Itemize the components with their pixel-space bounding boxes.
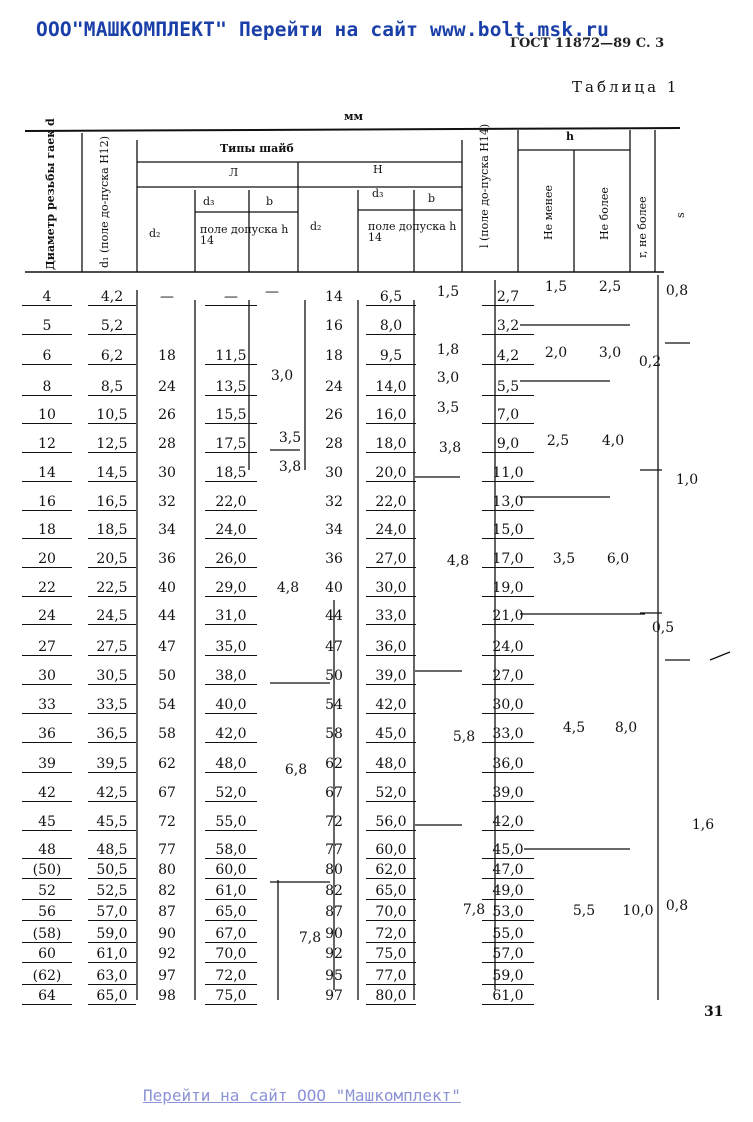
cell-d: 16 bbox=[22, 494, 72, 511]
cell-l-d2: 82 bbox=[158, 883, 176, 899]
cell-d: 24 bbox=[22, 608, 72, 625]
cell-d: 64 bbox=[22, 988, 72, 1005]
cell-d: (58) bbox=[22, 926, 72, 943]
cell-n-d3: 39,0 bbox=[366, 668, 416, 685]
cell-d1: 4,2 bbox=[88, 289, 136, 306]
cell-d: 30 bbox=[22, 668, 72, 685]
cell-h-max: 2,5 bbox=[598, 279, 622, 295]
cell-l: 61,0 bbox=[482, 988, 534, 1005]
cell-l-d2: 36 bbox=[158, 551, 176, 567]
cell-l-b: — bbox=[265, 284, 279, 300]
cell-n-d3: 8,0 bbox=[366, 318, 416, 335]
cell-n-d2: 58 bbox=[325, 726, 343, 742]
cell-n-d3: 56,0 bbox=[366, 814, 416, 831]
cell-l-d3: 11,5 bbox=[205, 348, 257, 365]
cell-l: 59,0 bbox=[482, 968, 534, 985]
header-h-max: Не более bbox=[598, 187, 611, 240]
cell-l-d3: 67,0 bbox=[205, 926, 257, 943]
page-number: 31 bbox=[704, 1004, 724, 1020]
cell-d1: 20,5 bbox=[88, 551, 136, 568]
cell-l: 2,7 bbox=[482, 289, 534, 306]
cell-n-d3: 45,0 bbox=[366, 726, 416, 743]
cell-d: 6 bbox=[22, 348, 72, 365]
cell-l: 45,0 bbox=[482, 842, 534, 859]
cell-n-d2: 62 bbox=[325, 756, 343, 772]
cell-d: (50) bbox=[22, 862, 72, 879]
cell-l-d3: 38,0 bbox=[205, 668, 257, 685]
footer-site-link[interactable]: Перейти на сайт ООО "Машкомплект" bbox=[143, 1086, 461, 1105]
cell-d1: 36,5 bbox=[88, 726, 136, 743]
cell-l: 55,0 bbox=[482, 926, 534, 943]
cell-l-d2: 40 bbox=[158, 580, 176, 596]
cell-h-min: 5,5 bbox=[572, 903, 596, 919]
cell-d: 27 bbox=[22, 639, 72, 656]
cell-n-d2: 24 bbox=[325, 379, 343, 395]
cell-l: 7,0 bbox=[482, 407, 534, 424]
cell-d1: 8,5 bbox=[88, 379, 136, 396]
cell-l-d2: 32 bbox=[158, 494, 176, 510]
cell-n-d2: 34 bbox=[325, 522, 343, 538]
cell-l: 4,2 bbox=[482, 348, 534, 365]
cell-n-d3: 80,0 bbox=[366, 988, 416, 1005]
cell-l: 11,0 bbox=[482, 465, 534, 482]
cell-n-d3: 60,0 bbox=[366, 842, 416, 859]
cell-l-d2: 87 bbox=[158, 904, 176, 920]
cell-h-max: 10,0 bbox=[622, 903, 654, 919]
cell-l-d2: — bbox=[160, 289, 174, 305]
cell-d1: 27,5 bbox=[88, 639, 136, 656]
cell-l-d3: 13,5 bbox=[205, 379, 257, 396]
header-L-d3: d₃ bbox=[203, 195, 215, 208]
cell-d: 52 bbox=[22, 883, 72, 900]
cell-n-d2: 82 bbox=[325, 883, 343, 899]
cell-d1: 6,2 bbox=[88, 348, 136, 365]
cell-l-d2: 90 bbox=[158, 926, 176, 942]
cell-d1: 65,0 bbox=[88, 988, 136, 1005]
cell-l-d2: 26 bbox=[158, 407, 176, 423]
header-r: r, не более bbox=[636, 196, 649, 258]
cell-l-d2: 72 bbox=[158, 814, 176, 830]
cell-n-d3: 24,0 bbox=[366, 522, 416, 539]
header-N-b: b bbox=[428, 192, 436, 205]
cell-n-d2: 72 bbox=[325, 814, 343, 830]
cell-d1: 12,5 bbox=[88, 436, 136, 453]
header-L-d2: d₂ bbox=[149, 227, 161, 240]
cell-d1: 10,5 bbox=[88, 407, 136, 424]
cell-l-d3: 22,0 bbox=[205, 494, 257, 511]
cell-d: 14 bbox=[22, 465, 72, 482]
cell-l-b: 3,0 bbox=[270, 368, 294, 384]
cell-n-d2: 47 bbox=[325, 639, 343, 655]
cell-n-d2: 28 bbox=[325, 436, 343, 452]
cell-l: 57,0 bbox=[482, 946, 534, 963]
cell-n-d2: 14 bbox=[325, 289, 343, 305]
site-banner-link[interactable]: ООО"МАШКОМПЛЕКТ" Перейти на сайт www.bolt.msk.ru bbox=[36, 18, 610, 41]
header-type-N: Н bbox=[373, 163, 383, 176]
cell-l: 49,0 bbox=[482, 883, 534, 900]
cell-s: 1,6 bbox=[691, 817, 715, 833]
cell-l: 17,0 bbox=[482, 551, 534, 568]
header-type-L: Л bbox=[229, 166, 239, 179]
cell-n-d2: 40 bbox=[325, 580, 343, 596]
cell-l-b: 7,8 bbox=[298, 930, 322, 946]
cell-l-d3: 18,5 bbox=[205, 465, 257, 482]
cell-d: 45 bbox=[22, 814, 72, 831]
cell-n-b: 7,8 bbox=[462, 902, 486, 918]
cell-n-d3: 77,0 bbox=[366, 968, 416, 985]
cell-l: 9,0 bbox=[482, 436, 534, 453]
gost-reference: ГОСТ 11872—89 С. 3 bbox=[510, 36, 665, 51]
units-label: мм bbox=[344, 110, 364, 123]
cell-l-d3: 29,0 bbox=[205, 580, 257, 597]
header-N-d3: d₃ bbox=[372, 187, 384, 200]
table-title: Таблица 1 bbox=[572, 78, 680, 96]
header-N-d2: d₂ bbox=[310, 220, 322, 233]
cell-l-d2: 28 bbox=[158, 436, 176, 452]
cell-h-min: 2,5 bbox=[546, 433, 570, 449]
header-l: l (поле до-пуска H14) bbox=[478, 123, 491, 248]
cell-l-b: 3,5 bbox=[278, 430, 302, 446]
header-d1: d₁ (поле до-пуска H12) bbox=[98, 135, 111, 268]
cell-d: 60 bbox=[22, 946, 72, 963]
cell-n-d2: 67 bbox=[325, 785, 343, 801]
cell-r: 0,5 bbox=[651, 620, 675, 636]
cell-d1: 18,5 bbox=[88, 522, 136, 539]
cell-l-d2: 80 bbox=[158, 862, 176, 878]
cell-d1: 22,5 bbox=[88, 580, 136, 597]
cell-n-d3: 65,0 bbox=[366, 883, 416, 900]
cell-n-d2: 87 bbox=[325, 904, 343, 920]
cell-l-d3: 70,0 bbox=[205, 946, 257, 963]
cell-l-d3: 72,0 bbox=[205, 968, 257, 985]
cell-n-b: 1,5 bbox=[436, 284, 460, 300]
cell-n-d3: 16,0 bbox=[366, 407, 416, 424]
cell-d1: 52,5 bbox=[88, 883, 136, 900]
cell-n-d2: 54 bbox=[325, 697, 343, 713]
cell-l-d3: 17,5 bbox=[205, 436, 257, 453]
cell-n-d2: 90 bbox=[325, 926, 343, 942]
cell-h-min: 3,5 bbox=[552, 551, 576, 567]
cell-l-d3: 24,0 bbox=[205, 522, 257, 539]
cell-l-d2: 30 bbox=[158, 465, 176, 481]
cell-n-d2: 44 bbox=[325, 608, 343, 624]
cell-n-d2: 32 bbox=[325, 494, 343, 510]
cell-d: 33 bbox=[22, 697, 72, 714]
header-L-tolerance: поле допуска h 14 bbox=[200, 223, 289, 247]
cell-l-d3: 58,0 bbox=[205, 842, 257, 859]
cell-l-d2: 92 bbox=[158, 946, 176, 962]
cell-l-d2: 67 bbox=[158, 785, 176, 801]
cell-d1: 63,0 bbox=[88, 968, 136, 985]
header-h: h bbox=[566, 130, 574, 143]
header-washer-types: Типы шайб bbox=[220, 142, 294, 155]
cell-l: 5,5 bbox=[482, 379, 534, 396]
cell-n-d3: 9,5 bbox=[366, 348, 416, 365]
cell-l-d2: 24 bbox=[158, 379, 176, 395]
cell-l-d2: 18 bbox=[158, 348, 176, 364]
cell-d: 36 bbox=[22, 726, 72, 743]
cell-n-d2: 26 bbox=[325, 407, 343, 423]
cell-n-d3: 6,5 bbox=[366, 289, 416, 306]
cell-l: 27,0 bbox=[482, 668, 534, 685]
cell-d1: 24,5 bbox=[88, 608, 136, 625]
cell-n-d3: 27,0 bbox=[366, 551, 416, 568]
cell-l-d2: 50 bbox=[158, 668, 176, 684]
cell-h-max: 6,0 bbox=[606, 551, 630, 567]
header-L-b: b bbox=[266, 195, 274, 208]
cell-n-d2: 80 bbox=[325, 862, 343, 878]
cell-l: 3,2 bbox=[482, 318, 534, 335]
cell-r: 0,2 bbox=[638, 354, 662, 370]
cell-d1: 14,5 bbox=[88, 465, 136, 482]
cell-d1: 59,0 bbox=[88, 926, 136, 943]
cell-h-min: 4,5 bbox=[562, 720, 586, 736]
cell-n-d3: 30,0 bbox=[366, 580, 416, 597]
cell-d1: 57,0 bbox=[88, 904, 136, 921]
cell-l-d3: 52,0 bbox=[205, 785, 257, 802]
cell-d1: 42,5 bbox=[88, 785, 136, 802]
cell-l-d2: 97 bbox=[158, 968, 176, 984]
cell-n-d3: 36,0 bbox=[366, 639, 416, 656]
cell-d1: 5,2 bbox=[88, 318, 136, 335]
cell-l-d3: 61,0 bbox=[205, 883, 257, 900]
cell-l-d2: 58 bbox=[158, 726, 176, 742]
cell-n-d3: 75,0 bbox=[366, 946, 416, 963]
cell-l-d3: — bbox=[205, 289, 257, 306]
cell-n-d3: 14,0 bbox=[366, 379, 416, 396]
cell-n-b: 5,8 bbox=[452, 729, 476, 745]
cell-l: 36,0 bbox=[482, 756, 534, 773]
cell-l: 33,0 bbox=[482, 726, 534, 743]
cell-n-d3: 62,0 bbox=[366, 862, 416, 879]
cell-n-d3: 33,0 bbox=[366, 608, 416, 625]
cell-h-max: 3,0 bbox=[598, 345, 622, 361]
cell-h-min: 1,5 bbox=[544, 279, 568, 295]
cell-l-b: 6,8 bbox=[284, 762, 308, 778]
cell-l: 15,0 bbox=[482, 522, 534, 539]
cell-l: 42,0 bbox=[482, 814, 534, 831]
cell-d: 5 bbox=[22, 318, 72, 335]
cell-d: 12 bbox=[22, 436, 72, 453]
cell-d: 20 bbox=[22, 551, 72, 568]
cell-l-d2: 62 bbox=[158, 756, 176, 772]
cell-d1: 39,5 bbox=[88, 756, 136, 773]
cell-n-b: 3,5 bbox=[436, 400, 460, 416]
cell-n-d2: 97 bbox=[325, 988, 343, 1004]
cell-l-d3: 75,0 bbox=[205, 988, 257, 1005]
cell-d: 10 bbox=[22, 407, 72, 424]
cell-n-d2: 95 bbox=[325, 968, 343, 984]
cell-n-d3: 52,0 bbox=[366, 785, 416, 802]
cell-l-d2: 47 bbox=[158, 639, 176, 655]
cell-l-b: 4,8 bbox=[276, 580, 300, 596]
cell-n-d3: 42,0 bbox=[366, 697, 416, 714]
cell-n-d3: 70,0 bbox=[366, 904, 416, 921]
cell-l: 13,0 bbox=[482, 494, 534, 511]
cell-l-d3: 55,0 bbox=[205, 814, 257, 831]
cell-l: 39,0 bbox=[482, 785, 534, 802]
cell-d: 39 bbox=[22, 756, 72, 773]
header-s: s bbox=[674, 212, 687, 218]
cell-l-d3: 15,5 bbox=[205, 407, 257, 424]
cell-n-d3: 18,0 bbox=[366, 436, 416, 453]
cell-d1: 48,5 bbox=[88, 842, 136, 859]
cell-n-d2: 16 bbox=[325, 318, 343, 334]
cell-l-d3: 31,0 bbox=[205, 608, 257, 625]
cell-l-d2: 44 bbox=[158, 608, 176, 624]
cell-h-max: 8,0 bbox=[614, 720, 638, 736]
cell-l-b: 3,8 bbox=[278, 459, 302, 475]
cell-l-d3: 26,0 bbox=[205, 551, 257, 568]
cell-d: 22 bbox=[22, 580, 72, 597]
cell-d1: 33,5 bbox=[88, 697, 136, 714]
cell-l: 53,0 bbox=[482, 904, 534, 921]
cell-d: 8 bbox=[22, 379, 72, 396]
cell-d1: 45,5 bbox=[88, 814, 136, 831]
cell-h-min: 2,0 bbox=[544, 345, 568, 361]
cell-n-d2: 18 bbox=[325, 348, 343, 364]
cell-l: 30,0 bbox=[482, 697, 534, 714]
header-N-tolerance: поле допуска h 14 bbox=[368, 220, 457, 244]
header-d: Диаметр резьбы гаек d bbox=[44, 118, 57, 270]
cell-d: (62) bbox=[22, 968, 72, 985]
cell-l-d3: 60,0 bbox=[205, 862, 257, 879]
cell-l-d2: 54 bbox=[158, 697, 176, 713]
cell-s: 1,0 bbox=[675, 472, 699, 488]
cell-l: 47,0 bbox=[482, 862, 534, 879]
cell-n-d3: 48,0 bbox=[366, 756, 416, 773]
header-h-min: Не менее bbox=[542, 184, 555, 240]
cell-d1: 30,5 bbox=[88, 668, 136, 685]
cell-n-b: 4,8 bbox=[446, 553, 470, 569]
cell-n-d2: 92 bbox=[325, 946, 343, 962]
cell-l: 24,0 bbox=[482, 639, 534, 656]
cell-r: 0,8 bbox=[665, 898, 689, 914]
cell-n-b: 3,8 bbox=[438, 440, 462, 456]
cell-d: 48 bbox=[22, 842, 72, 859]
cell-n-d2: 50 bbox=[325, 668, 343, 684]
cell-s: 0,8 bbox=[665, 283, 689, 299]
cell-l-d2: 77 bbox=[158, 842, 176, 858]
cell-l: 21,0 bbox=[482, 608, 534, 625]
cell-n-d3: 22,0 bbox=[366, 494, 416, 511]
cell-d: 42 bbox=[22, 785, 72, 802]
cell-d: 56 bbox=[22, 904, 72, 921]
cell-l-d3: 48,0 bbox=[205, 756, 257, 773]
cell-d1: 16,5 bbox=[88, 494, 136, 511]
cell-l: 19,0 bbox=[482, 580, 534, 597]
cell-l-d3: 35,0 bbox=[205, 639, 257, 656]
cell-n-d2: 77 bbox=[325, 842, 343, 858]
cell-d1: 50,5 bbox=[88, 862, 136, 879]
cell-d1: 61,0 bbox=[88, 946, 136, 963]
cell-l-d2: 98 bbox=[158, 988, 176, 1004]
cell-n-d2: 30 bbox=[325, 465, 343, 481]
cell-d: 18 bbox=[22, 522, 72, 539]
cell-n-d2: 36 bbox=[325, 551, 343, 567]
cell-n-d3: 20,0 bbox=[366, 465, 416, 482]
cell-h-max: 4,0 bbox=[601, 433, 625, 449]
cell-n-b: 3,0 bbox=[436, 370, 460, 386]
cell-n-b: 1,8 bbox=[436, 342, 460, 358]
cell-l-d3: 40,0 bbox=[205, 697, 257, 714]
cell-n-d3: 72,0 bbox=[366, 926, 416, 943]
cell-d: 4 bbox=[22, 289, 72, 306]
cell-l-d3: 65,0 bbox=[205, 904, 257, 921]
cell-l-d3: 42,0 bbox=[205, 726, 257, 743]
cell-l-d2: 34 bbox=[158, 522, 176, 538]
